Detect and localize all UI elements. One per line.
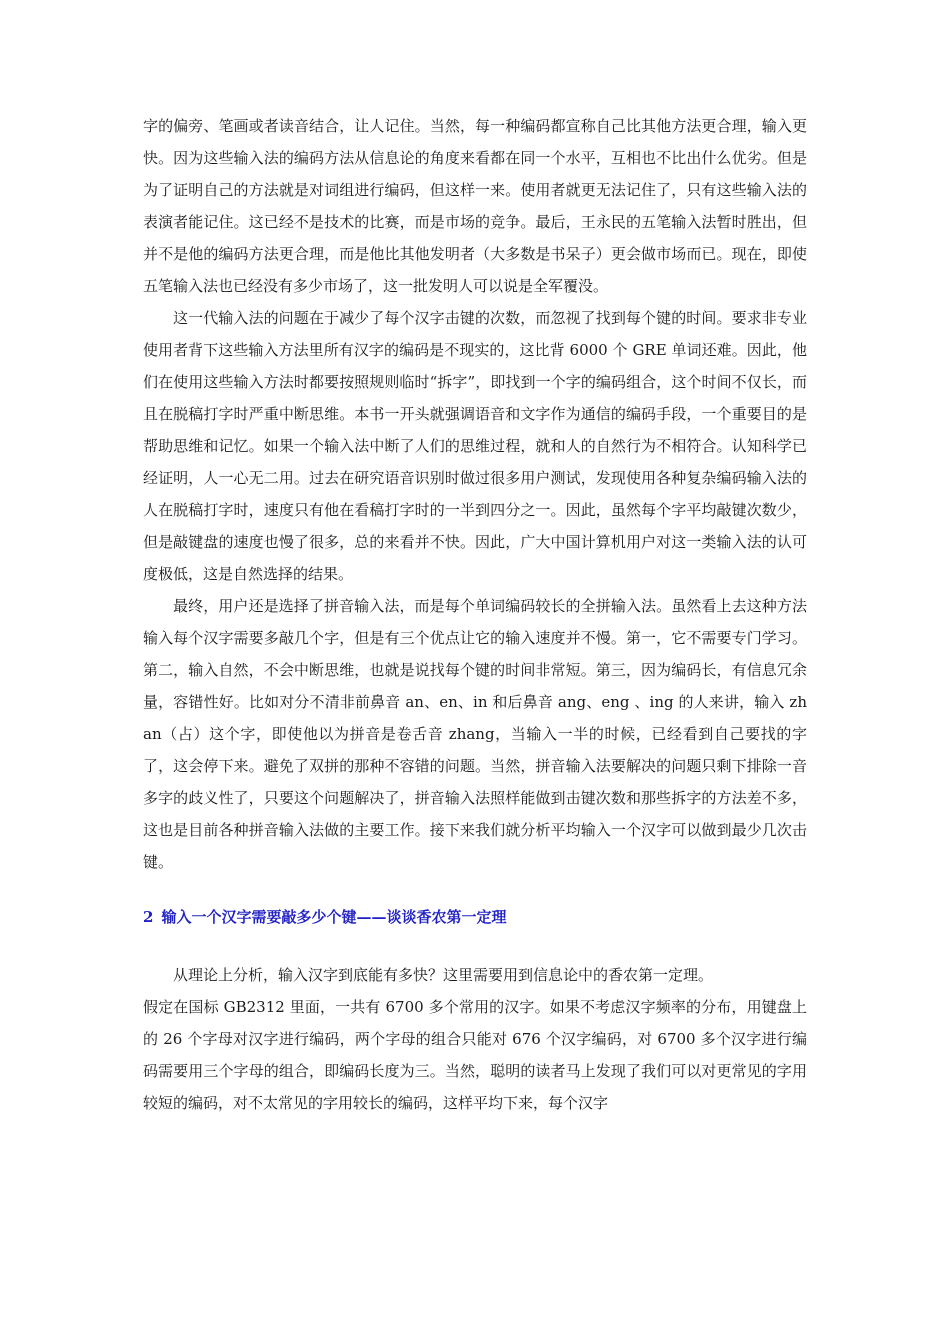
section-title: 输入一个汉字需要敲多少个键——谈谈香农第一定理 — [161, 908, 507, 926]
section-number: 2 — [143, 908, 154, 926]
paragraph-3: 最终，用户还是选择了拼音输入法，而是每个单词编码较长的全拼输入法。虽然看上去这种方法输入每个汉字需要多敲几个字，但是有三个优点让它的输入速度并不慢。第一，它不需要专门学习。第二，输入自然，不会中断思维，也就是说找每个键的时间非常短。第三，因为编码长，有信息冗余量，容错性好。比如对分不清非前鼻音 an、en、in 和后鼻音 ang、eng 、ing 的人来讲，输入 zhan（占）这个字，即使他以为拼音是卷舌音 zhang，当输入一半的时候，已经看到自己要找的字了，这会停下来。避免了双拼的那种不容错的问题。当然，拼音输入法要解决的问题只剩下排除一音多字的歧义性了，只要这个问题解决了，拼音输入法照样能做到击键次数和那些拆字的方法差不多，这也是目前各种拼音输入法做的主要工作。接下来我们就分析平均输入一个汉字可以做到最少几次击键。 — [143, 597, 807, 871]
paragraph-5: 假定在国标 GB2312 里面，一共有 6700 多个常用的汉字。如果不考虑汉字频率的分布，用键盘上的 26 个字母对汉字进行编码，两个字母的组合只能对 676 个汉字编码，对 6700 多个汉字进行编码需要用三个字母的组合，即编码长度为三。当然，聪明的读者马上发现了我们可以对更常见的字用较短的编码，对不太常见的字用较长的编码，这样平均下来，每个汉字 — [143, 998, 807, 1112]
section-heading — [143, 899, 807, 935]
document-body — [143, 110, 807, 1119]
paragraph-4: 从理论上分析，输入汉字到底能有多快？这里需要用到信息论中的香农第一定理。 — [173, 966, 714, 984]
paragraph-1: 字的偏旁、笔画或者读音结合，让人记住。当然，每一种编码都宣称自己比其他方法更合理，输入更快。因为这些输入法的编码方法从信息论的角度来看都在同一个水平，互相也不比出什么优劣。但是为了证明自己的方法就是对词组进行编码，但这样一来。使用者就更无法记住了，只有这些输入法的表演者能记住。这已经不是技术的比赛，而是市场的竞争。最后，王永民的五笔输入法暂时胜出，但并不是他的编码方法更合理，而是他比其他发明者（大多数是书呆子）更会做市场而已。现在，即使五笔输入法也已经没有多少市场了，这一批发明人可以说是全军覆没。 — [143, 117, 807, 295]
paragraph-2: 这一代输入法的问题在于减少了每个汉字击键的次数，而忽视了找到每个键的时间。要求非专业使用者背下这些输入方法里所有汉字的编码是不现实的，这比背 6000 个 GRE 单词还难。因此，他们在使用这些输入方法时都要按照规则临时“拆字”，即找到一个字的编码组合，这个时间不仅长，而且在脱稿打字时严重中断思维。本书一开头就强调语音和文字作为通信的编码手段，一个重要目的是帮助思维和记忆。如果一个输入法中断了人们的思维过程，就和人的自然行为不相符合。认知科学已经证明，人一心无二用。过去在研究语音识别时做过很多用户测试，发现使用各种复杂编码输入法的人在脱稿打字时，速度只有他在看稿打字时的一半到四分之一。因此，虽然每个字平均敲键次数少，但是敲键盘的速度也慢了很多，总的来看并不快。因此，广大中国计算机用户对这一类输入法的认可度极低，这是自然选择的结果。 — [143, 309, 807, 583]
